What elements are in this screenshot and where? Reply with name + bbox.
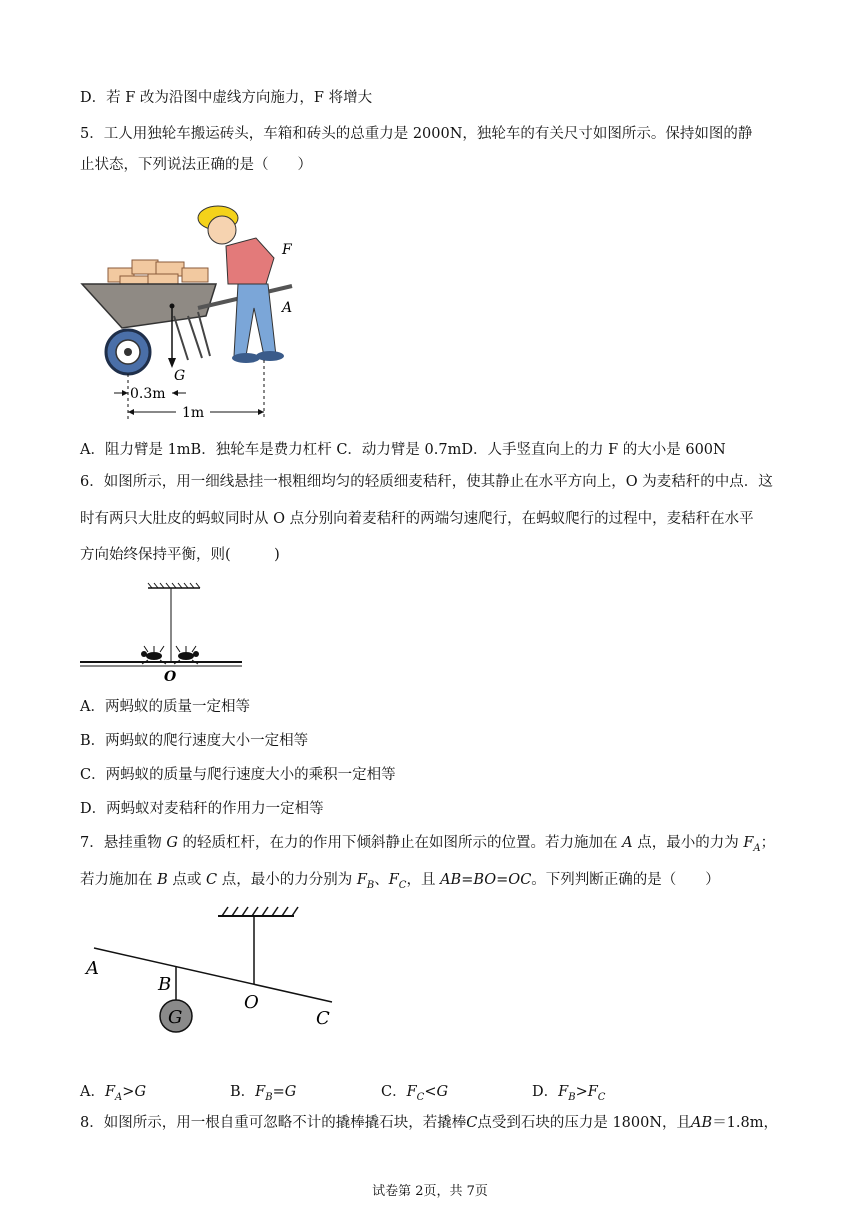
q6-stem-line2: 时有两只大肚皮的蚂蚁同时从 O 点分别向着麦秸秆的两端匀速爬行，在蚂蚁爬行的过程中，麦秸秆在水平 (80, 511, 754, 527)
q5-label-f: F (282, 242, 292, 258)
q5-wheelbarrow-figure (78, 188, 308, 426)
q7-label-a: A (86, 958, 99, 979)
q6-option-a: A．两蚂蚁的质量一定相等 (80, 699, 250, 715)
q6-straw-figure (78, 582, 248, 682)
q7-lever-figure (82, 904, 342, 1038)
q4-option-d: D．若 F 改为沿图中虚线方向施力，F 将增大 (80, 90, 373, 106)
q7-option-c: C．$F_C<G$ (381, 1084, 449, 1103)
wheelbarrow-tray (82, 284, 216, 328)
q7-option-a: A．$F_A>G$ (80, 1084, 147, 1103)
q7-label-b: B (158, 974, 172, 995)
q8-stem: 8．如图所示，用一根自重可忽略不计的撬棒撬石块，若撬棒C点受到石块的压力是 1800N，且AB＝1.8m， (80, 1115, 778, 1131)
q5-label-a: A (282, 300, 293, 316)
q7-stem-line1: 7．悬挂重物 G 的轻质杠杆，在力的作用下倾斜静止在如图所示的位置。若力施加在 A 点，最小的力为 $F_A$； (80, 835, 776, 854)
q6-option-b: B．两蚂蚁的爬行速度大小一定相等 (80, 733, 309, 749)
q7-label-o: O (244, 992, 259, 1013)
q5-dim-small: 0.3m (130, 386, 166, 402)
q6-stem-line3: 方向始终保持平衡，则( ) (80, 547, 280, 563)
q7-label-g: G (168, 1007, 183, 1028)
q6-label-o: O (164, 669, 177, 682)
q5-label-g: G (174, 368, 186, 384)
q7-stem-line2: 若力施加在 B 点或 C 点，最小的力分别为 $F_B$、$F_C$，且 AB=BO=OC。下列判断正确的是（ ） (80, 872, 720, 891)
q7-label-c: C (316, 1008, 330, 1029)
q5-dim-large: 1m (182, 405, 205, 421)
q5-stem-line1: 5．工人用独轮车搬运砖头，车箱和砖头的总重力是 2000N，独轮车的有关尺寸如图所示。保持如图的静 (80, 126, 753, 142)
page-footer: 试卷第 2页，共 7页 (372, 1184, 488, 1199)
q5-options: A．阻力臂是 1mB．独轮车是费力杠杆 C．动力臂是 0.7mD．人手竖直向上的力 F 的大小是 600N (80, 442, 726, 458)
q7-option-b: B．$F_B=G$ (230, 1084, 297, 1103)
q6-option-d: D．两蚂蚁对麦秸秆的作用力一定相等 (80, 801, 324, 817)
q5-stem-line2: 止状态，下列说法正确的是（ ） (80, 157, 312, 173)
q6-stem-line1: 6．如图所示，用一细线悬挂一根粗细均匀的轻质细麦秸秆，使其静止在水平方向上，O 为麦秸秆的中点．这 (80, 474, 773, 490)
q6-option-c: C．两蚂蚁的质量与爬行速度大小的乘积一定相等 (80, 767, 396, 783)
q7-option-d: D．$F_B>F_C$ (532, 1084, 606, 1103)
q7-lever (94, 948, 332, 1002)
bricks (108, 260, 208, 286)
